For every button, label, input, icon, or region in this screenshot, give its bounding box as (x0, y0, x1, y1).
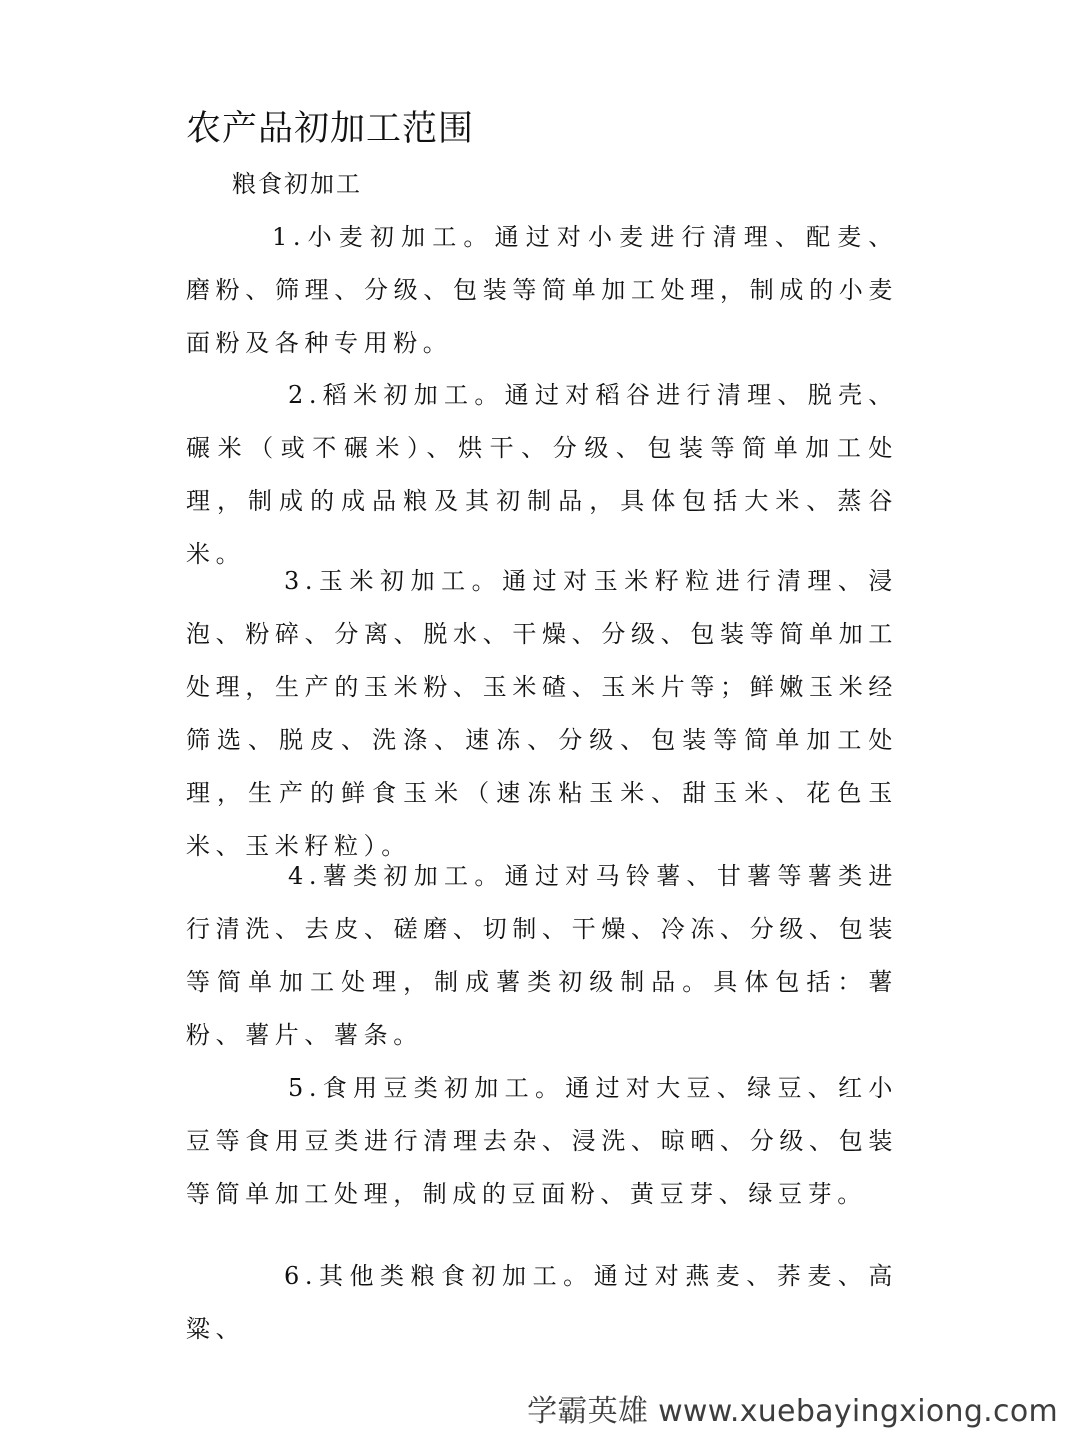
section-heading: 粮食初加工 (232, 170, 362, 198)
paragraph-wheat: 1.小麦初加工。通过对小麦进行清理、配麦、磨粉、筛理、分级、包装等简单加工处理，制成的小麦面粉及各种专用粉。 (186, 223, 898, 357)
paragraph-corn: 3.玉米初加工。通过对玉米籽粒进行清理、浸泡、粉碎、分离、脱水、干燥、分级、包装等简单加工处理，生产的玉米粉、玉米碴、玉米片等；鲜嫩玉米经筛选、脱皮、洗涤、速冻、分级、包装等简单加工处理，生产的鲜食玉米（速冻粘玉米、甜玉米、花色玉米、玉米籽粒）。 (186, 567, 898, 860)
document-title: 农产品初加工范围 (186, 109, 475, 149)
paragraph-beans: 5.食用豆类初加工。通过对大豆、绿豆、红小豆等食用豆类进行清理去杂、浸洗、晾晒、分级、包装等简单加工处理，制成的豆面粉、黄豆芽、绿豆芽。 (186, 1074, 898, 1208)
watermark: 学霸英雄 www.xuebayingxiong.com (527, 1394, 1058, 1429)
paragraph-other-grains: 6.其他类粮食初加工。通过对燕麦、荞麦、高粱、 (186, 1262, 898, 1343)
paragraph-rice: 2.稻米初加工。通过对稻谷进行清理、脱壳、碾米（或不碾米）、烘干、分级、包装等简单加工处理，制成的成品粮及其初制品，具体包括大米、蒸谷米。 (186, 381, 898, 568)
paragraph-tubers: 4.薯类初加工。通过对马铃薯、甘薯等薯类进行清洗、去皮、磋磨、切制、干燥、冷冻、分级、包装等简单加工处理，制成薯类初级制品。具体包括：薯粉、薯片、薯条。 (186, 862, 898, 1049)
